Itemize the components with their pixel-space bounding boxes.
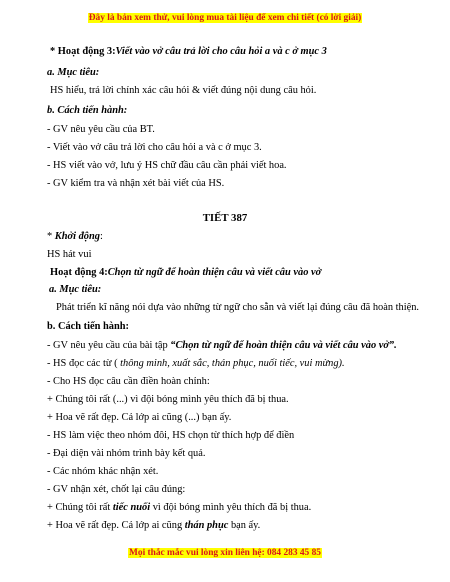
goal-text-2: Phát triển kĩ năng nói dựa vào những từ ngữ cho sẵn và viết lại đúng câu đã hoàn thiện. — [56, 302, 420, 313]
step-2-9: - GV nhận xét, chốt lại câu đúng: — [47, 484, 186, 495]
warmup-title: Khởi động — [54, 231, 100, 242]
step-2-2-text: - HS đọc các từ ( — [47, 358, 121, 369]
step-2-1-quote: “Chọn từ ngữ để hoàn thiện câu và viết câu vào vở”. — [170, 340, 397, 351]
step-2-4: + Chúng tôi rất (...) vì đội bóng mình yêu thích đã bị thua. — [47, 394, 289, 405]
lesson-title: TIẾT 387 — [202, 212, 248, 224]
step-2-7: - Đại diện vài nhóm trình bày kết quả. — [47, 448, 206, 459]
step-1-1: - GV nêu yêu cầu của BT. — [47, 124, 155, 135]
answer-1-word: tiếc nuối — [112, 502, 151, 513]
step-2-1-text: - GV nêu yêu cầu của bài tập — [47, 340, 171, 351]
answer-1-end: vì đội bóng mình yêu thích đã bị thua. — [150, 502, 312, 513]
answer-2 — [47, 519, 260, 532]
step-2-8: - Các nhóm khác nhận xét. — [47, 466, 159, 477]
activity-3-label: * Hoạt động 3: — [50, 46, 116, 57]
step-2-6: - HS làm việc theo nhóm đôi, HS chọn từ thích hợp để điền — [47, 430, 295, 441]
step-2-2 — [47, 357, 345, 370]
goal-heading-2: a. Mục tiêu: — [49, 284, 102, 295]
goal-heading-1: a. Mục tiêu: — [47, 67, 100, 78]
answer-1 — [47, 501, 311, 514]
activity-4-label: Hoạt động 4: — [50, 267, 108, 278]
step-1-2: - Viết vào vở câu trả lời cho câu hỏi a và c ở mục 3. — [47, 142, 262, 153]
warmup-bullet: * — [47, 231, 55, 242]
step-2-5: + Hoa vẽ rất đẹp. Cả lớp ai cũng (...) bạn ấy. — [47, 412, 232, 423]
answer-2-end: bạn ấy. — [228, 520, 261, 531]
activity-4-name: Chọn từ ngữ để hoàn thiện câu và viết câu vào vở — [107, 267, 322, 278]
step-1-4: - GV kiểm tra và nhận xét bài viết của HS. — [47, 178, 225, 189]
step-2-2-words: thông minh, xuất sắc, thán phục, nuối tiếc, vui mừng). — [120, 358, 345, 369]
header-banner — [0, 12, 450, 25]
answer-1-start: + Chúng tôi rất — [47, 502, 113, 513]
activity-3-title — [50, 45, 327, 58]
activity-3-name: Viết vào vở câu trả lời cho câu hỏi a và c ở mục 3 — [115, 46, 327, 57]
activity-4-title — [50, 266, 321, 279]
method-heading-2: b. Cách tiến hành: — [47, 321, 129, 332]
footer-banner-text: Mọi thắc mắc vui lòng xin liên hệ: 084 283 45 85 — [129, 548, 321, 558]
header-banner-text: Đây là bản xem thử, vui lòng mua tài liệu để xem chi tiết (có lời giải) — [88, 13, 362, 23]
footer-banner — [0, 547, 450, 560]
answer-2-word: thán phục — [184, 520, 229, 531]
step-2-3: - Cho HS đọc câu cần điền hoàn chỉnh: — [47, 376, 210, 387]
goal-text-1: HS hiểu, trả lời chính xác câu hỏi & viết đúng nội dung câu hỏi. — [50, 85, 317, 96]
method-heading-1: b. Cách tiến hành: — [47, 105, 128, 116]
answer-2-start: + Hoa vẽ rất đẹp. Cả lớp ai cũng — [47, 520, 185, 531]
step-1-3: - HS viết vào vở, lưu ý HS chữ đầu câu cần phải viết hoa. — [47, 160, 287, 171]
warmup-heading — [47, 230, 103, 243]
warmup-colon: : — [99, 231, 103, 242]
warmup-text: HS hát vui — [47, 249, 92, 260]
step-2-1 — [47, 339, 397, 352]
